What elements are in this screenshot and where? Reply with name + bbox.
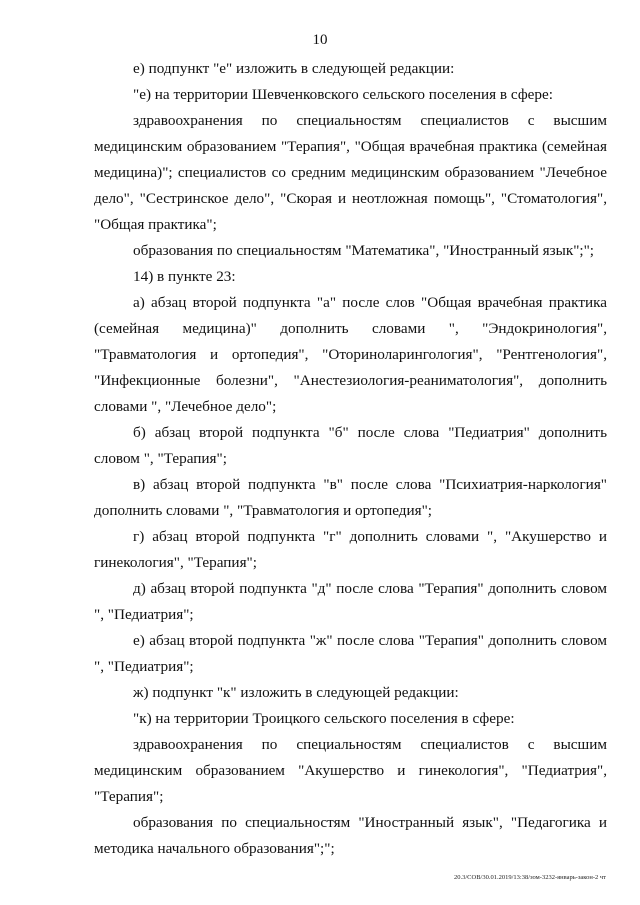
paragraph-7: б) абзац второй подпункта "б" после слова "Педиатрия" дополнить словом ", "Терапия"; (94, 424, 607, 467)
paragraph-2: "е) на территории Шевченковского сельского поселения в сфере: (133, 86, 553, 103)
paragraph-15: образования по специальностям "Иностранный язык", "Педагогика и методика начального образования";"; (94, 814, 607, 857)
paragraph-14: здравоохранения по специальностям специалистов с высшим медицинским образованием "Акушерство и гинекология", "Педиатрия", "Терапия"; (94, 736, 607, 805)
paragraph-10: д) абзац второй подпункта "д" после слова "Терапия" дополнить словом ", "Педиатрия"; (94, 580, 607, 623)
paragraph-9: г) абзац второй подпункта "г" дополнить словами ", "Акушерство и гинекология", "Терапия"; (94, 528, 607, 571)
footer-reference: 20.3/СОВ/30.01.2019/13:38/зом-3232-январь-закон-2 чт (454, 874, 606, 881)
page-number: 10 (312, 32, 328, 48)
paragraph-1: е) подпункт "е" изложить в следующей редакции: (133, 60, 455, 77)
paragraph-4: образования по специальностям "Математика", "Иностранный язык";"; (133, 242, 595, 259)
document-body (94, 56, 607, 862)
paragraph-3: здравоохранения по специальностям специалистов с высшим медицинским образованием "Терапия", "Общая врачебная практика (семейная медицина)"; специалистов со средним медицинским образованием "Лечебное дело", "Сестринское дело", "Скорая и неотложная помощь", "Стоматология", "Общая практика"; (94, 112, 607, 233)
paragraph-5: 14) в пункте 23: (133, 268, 236, 285)
paragraph-6: а) абзац второй подпункта "а" после слов "Общая врачебная практика (семейная медицина)" дополнить словами ", "Эндокринология", "Травматология и ортопедия", "Оториноларингология", "Рентгенология", "Инфекционные болезни", "Анестезиология-реаниматология", дополнить словами ", "Лечебное дело"; (94, 294, 607, 415)
paragraph-13: "к) на территории Троицкого сельского поселения в сфере: (133, 710, 515, 727)
paragraph-11: е) абзац второй подпункта "ж" после слова "Терапия" дополнить словом ", "Педиатрия"; (94, 632, 607, 675)
paragraph-8: в) абзац второй подпункта "в" после слова "Психиатрия-наркология" дополнить словами ", "Травматология и ортопедия"; (94, 476, 607, 519)
paragraph-12: ж) подпункт "к" изложить в следующей редакции: (133, 684, 459, 701)
